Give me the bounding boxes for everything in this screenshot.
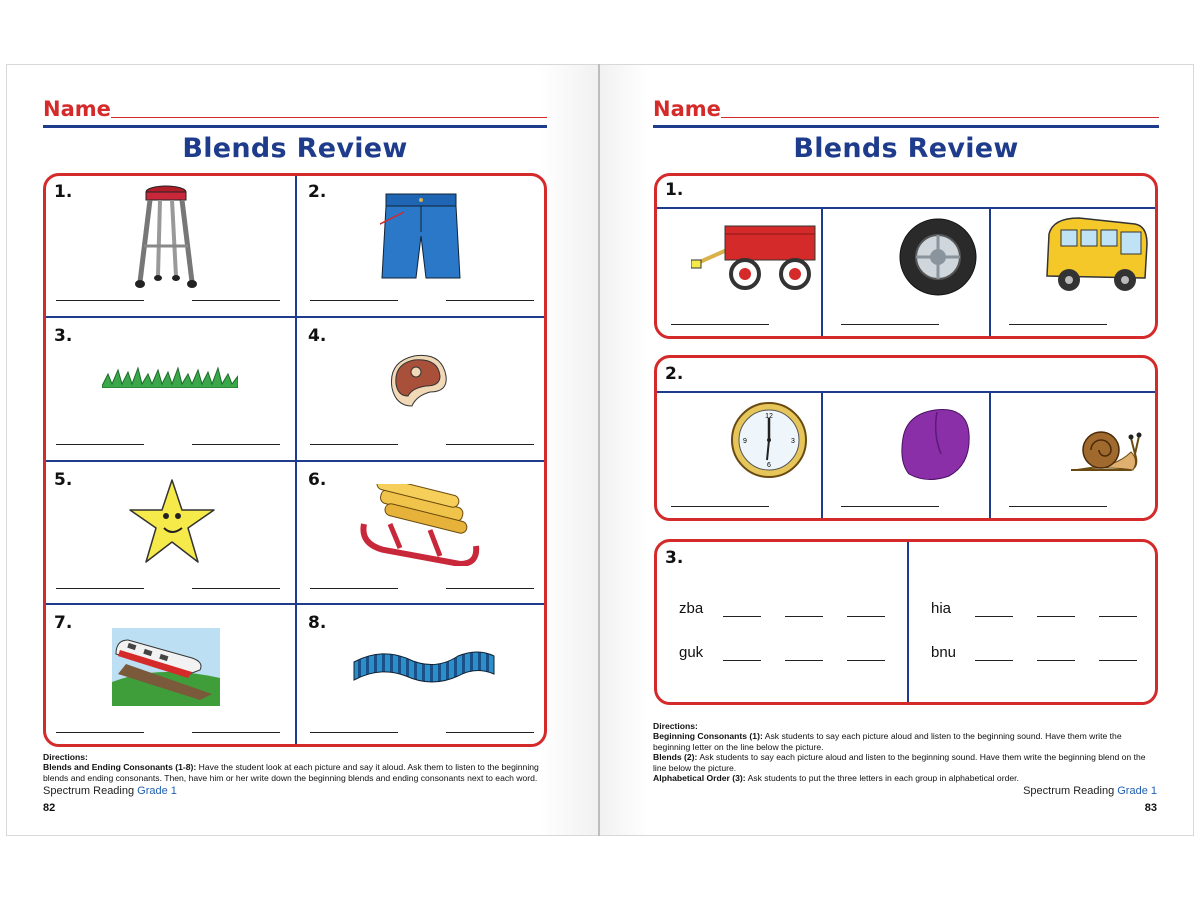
- footer-grade: Grade 1: [1117, 785, 1157, 797]
- directions-heading: Directions:: [653, 721, 698, 731]
- directions-text: Ask students to say each picture aloud and listen to the beginning sound. Have them write the beginning blend on the line below the picture.: [653, 752, 1146, 773]
- grid-divider: [46, 316, 547, 318]
- grid-divider: [989, 391, 991, 521]
- clock-picture: [729, 400, 809, 480]
- letter-group: bnu: [931, 644, 957, 661]
- grid-divider: [907, 542, 909, 705]
- directions-text: Ask students to say each picture aloud and listen to the beginning sound. Have them write the beginning letter on the line below the picture.: [653, 731, 1122, 752]
- grass-picture: [102, 366, 238, 388]
- directions-label: Beginning Consonants (1):: [653, 731, 763, 742]
- footer: [1023, 785, 1157, 797]
- train-picture: [108, 624, 224, 712]
- workbook-spread: [6, 64, 1194, 836]
- section-1-box: [654, 173, 1158, 339]
- blue-rule: [43, 125, 547, 128]
- answer-line[interactable]: [1037, 660, 1075, 661]
- answer-line[interactable]: [671, 506, 769, 507]
- directions-label: Alphabetical Order (3):: [653, 773, 746, 784]
- grid-divider: [46, 460, 547, 462]
- item-number: 7.: [54, 613, 73, 633]
- section-number: 2.: [665, 364, 684, 384]
- steak-picture: [386, 348, 450, 408]
- directions-text: Have the student look at each picture and say it aloud. Ask them to listen to the beginning blends and ending consonants. Then, have him or her write down the beginning blends and ending consonants next to each word.: [43, 762, 539, 783]
- answer-line[interactable]: [192, 300, 280, 301]
- page-right: [600, 64, 1194, 836]
- snail-picture: [1069, 426, 1145, 476]
- directions: [653, 721, 1159, 783]
- answer-line[interactable]: [446, 732, 534, 733]
- answer-line[interactable]: [56, 588, 144, 589]
- answer-line[interactable]: [446, 300, 534, 301]
- answer-line[interactable]: [1037, 616, 1075, 617]
- bus-picture: [1039, 214, 1151, 298]
- directions-label: Blends and Ending Consonants (1-8):: [43, 762, 197, 773]
- answer-line[interactable]: [723, 616, 761, 617]
- star-picture: [126, 476, 218, 568]
- footer-series: Spectrum Reading: [1023, 785, 1115, 797]
- item-number: 4.: [308, 326, 327, 346]
- name-line[interactable]: [111, 117, 547, 118]
- blue-rule: [653, 125, 1159, 128]
- item-number: 8.: [308, 613, 327, 633]
- page-title: Blends Review: [793, 133, 1019, 164]
- grid-divider: [821, 207, 823, 339]
- answer-line[interactable]: [310, 588, 398, 589]
- name-label: Name: [653, 97, 721, 121]
- section-number: 3.: [665, 548, 684, 568]
- section-3-box: [654, 539, 1158, 705]
- answer-line[interactable]: [1009, 324, 1107, 325]
- name-line[interactable]: [721, 117, 1159, 118]
- footer: [43, 785, 177, 797]
- answer-line[interactable]: [1009, 506, 1107, 507]
- section-number: 1.: [665, 180, 684, 200]
- page-title: Blends Review: [182, 133, 408, 164]
- answer-line[interactable]: [847, 660, 885, 661]
- answer-line[interactable]: [310, 444, 398, 445]
- svg-text:9: 9: [743, 438, 747, 445]
- name-row: [43, 97, 547, 123]
- answer-line[interactable]: [446, 444, 534, 445]
- picture-grid: [43, 173, 547, 747]
- directions: [43, 752, 547, 783]
- tire-picture: [897, 216, 979, 298]
- grid-divider: [657, 391, 1158, 393]
- name-label: Name: [43, 97, 111, 121]
- section-2-box: [654, 355, 1158, 521]
- answer-line[interactable]: [310, 732, 398, 733]
- answer-line[interactable]: [671, 324, 769, 325]
- item-number: 1.: [54, 182, 73, 202]
- answer-line[interactable]: [56, 300, 144, 301]
- item-number: 6.: [308, 470, 327, 490]
- footer-series: Spectrum Reading: [43, 785, 135, 797]
- item-number: 2.: [308, 182, 327, 202]
- item-number: 3.: [54, 326, 73, 346]
- wagon-picture: [691, 220, 821, 292]
- directions-label: Blends (2):: [653, 752, 698, 763]
- item-number: 5.: [54, 470, 73, 490]
- grid-divider: [989, 207, 991, 339]
- stool-picture: [132, 180, 200, 294]
- scarf-picture: [350, 642, 498, 690]
- answer-line[interactable]: [785, 660, 823, 661]
- answer-line[interactable]: [841, 324, 939, 325]
- name-row: [653, 97, 1159, 123]
- answer-line[interactable]: [785, 616, 823, 617]
- sled-picture: [360, 484, 482, 566]
- grid-divider: [657, 207, 1158, 209]
- answer-line[interactable]: [1099, 660, 1137, 661]
- page-number: 82: [43, 802, 56, 814]
- answer-line[interactable]: [192, 588, 280, 589]
- directions-text: Ask students to put the three letters in each group in alphabetical order.: [747, 773, 1019, 784]
- answer-line[interactable]: [847, 616, 885, 617]
- answer-line[interactable]: [446, 588, 534, 589]
- letter-group: guk: [679, 644, 704, 661]
- answer-line[interactable]: [192, 444, 280, 445]
- answer-line[interactable]: [192, 732, 280, 733]
- answer-line[interactable]: [1099, 616, 1137, 617]
- answer-line[interactable]: [723, 660, 761, 661]
- answer-line[interactable]: [310, 300, 398, 301]
- svg-text:12: 12: [765, 413, 773, 420]
- page-number: 83: [1144, 802, 1157, 814]
- svg-text:6: 6: [767, 462, 771, 469]
- answer-line[interactable]: [56, 732, 144, 733]
- letter-group: hia: [931, 600, 952, 617]
- answer-line[interactable]: [975, 660, 1013, 661]
- plum-picture: [897, 404, 973, 484]
- svg-text:3: 3: [791, 438, 795, 445]
- grid-divider: [46, 603, 547, 605]
- grid-divider: [821, 391, 823, 521]
- page-left: [6, 64, 598, 836]
- answer-line[interactable]: [841, 506, 939, 507]
- footer-grade: Grade 1: [137, 785, 177, 797]
- answer-line[interactable]: [975, 616, 1013, 617]
- directions-heading: Directions:: [43, 752, 88, 762]
- letter-group: zba: [679, 600, 704, 617]
- answer-line[interactable]: [56, 444, 144, 445]
- shorts-picture: [380, 192, 462, 282]
